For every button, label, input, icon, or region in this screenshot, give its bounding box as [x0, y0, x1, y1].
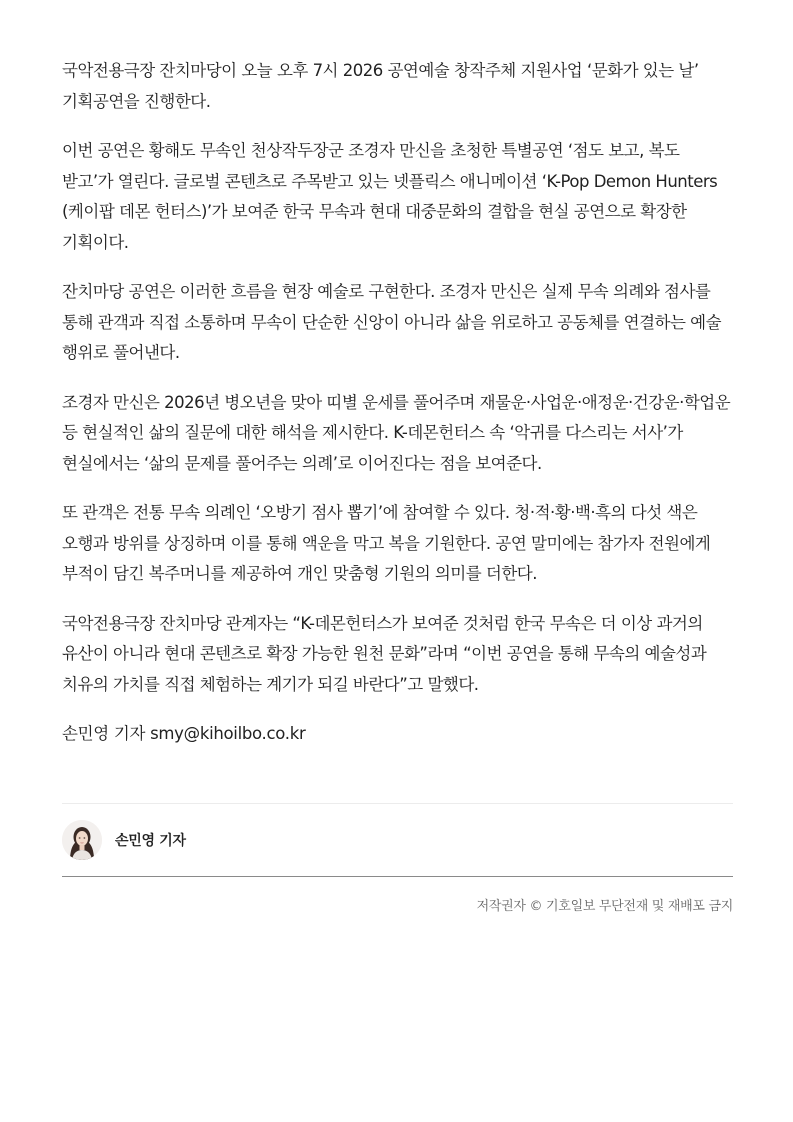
- article-paragraph: 국악전용극장 잔치마당 관계자는 “K-데몬헌터스가 보여준 것처럼 한국 무속은 더 이상 과거의 유산이 아니라 현대 콘텐츠로 확장 가능한 원천 문화”라며 “이번 공연을 통해 무속의 예술성과 치유의 가치를 직접 체험하는 계기가 되길 바란다”고 말했다.: [62, 613, 707, 694]
- reporter-photo-icon: [62, 820, 102, 860]
- author-name[interactable]: 손민영 기자: [115, 833, 186, 849]
- article-paragraph: 잔치마당 공연은 이러한 흐름을 현장 예술로 구현한다. 조경자 만신은 실제 무속 의례와 점사를 통해 관객과 직접 소통하며 무속이 단순한 신앙이 아니라 삶을 위로하고 공동체를 연결하는 예술 행위로 풀어낸다.: [62, 282, 722, 362]
- footer-divider: [62, 876, 733, 877]
- article-paragraph: 이번 공연은 황해도 무속인 천상작두장군 조경자 만신을 초청한 특별공연 ‘점도 보고, 복도 받고’가 열린다. 글로벌 콘텐츠로 주목받고 있는 넷플릭스 애니메이션 ‘K-Pop Demon Hunters (케이팝 데몬 헌터스)’가 보여준 한국 무속과 현대 대중문화의 결합을 현실 공연으로 확장한 기획이다.: [62, 141, 718, 252]
- article-body: [62, 56, 733, 750]
- copyright-notice: 저작권자 © 기호일보 무단전재 및 재배포 금지: [476, 899, 733, 914]
- reporter-byline: 손민영 기자 smy@kihoilbo.co.kr: [62, 724, 306, 743]
- article-paragraph: 국악전용극장 잔치마당이 오늘 오후 7시 2026 공연예술 창작주체 지원사업 ‘문화가 있는 날’ 기획공연을 진행한다.: [62, 61, 699, 111]
- divider: [62, 803, 733, 804]
- article-paragraph: 조경자 만신은 2026년 병오년을 맞아 띠별 운세를 풀어주며 재물운·사업운·애정운·건강운·학업운 등 현실적인 삶의 질문에 대한 해석을 제시한다. K-데몬헌터스 속 ‘악귀를 다스리는 서사’가 현실에서는 ‘삶의 문제를 풀어주는 의례’로 이어진다는 점을 보여준다.: [62, 392, 731, 473]
- article-paragraph: 또 관객은 전통 무속 의례인 ‘오방기 점사 뽑기’에 참여할 수 있다. 청·적·황·백·흑의 다섯 색은 오행과 방위를 상징하며 이를 통해 액운을 막고 복을 기원한다. 공연 말미에는 참가자 전원에게 부적이 담긴 복주머니를 제공하여 개인 맞춤형 기원의 의미를 더한다.: [62, 503, 711, 583]
- avatar[interactable]: [62, 820, 102, 860]
- author-card[interactable]: [62, 819, 733, 861]
